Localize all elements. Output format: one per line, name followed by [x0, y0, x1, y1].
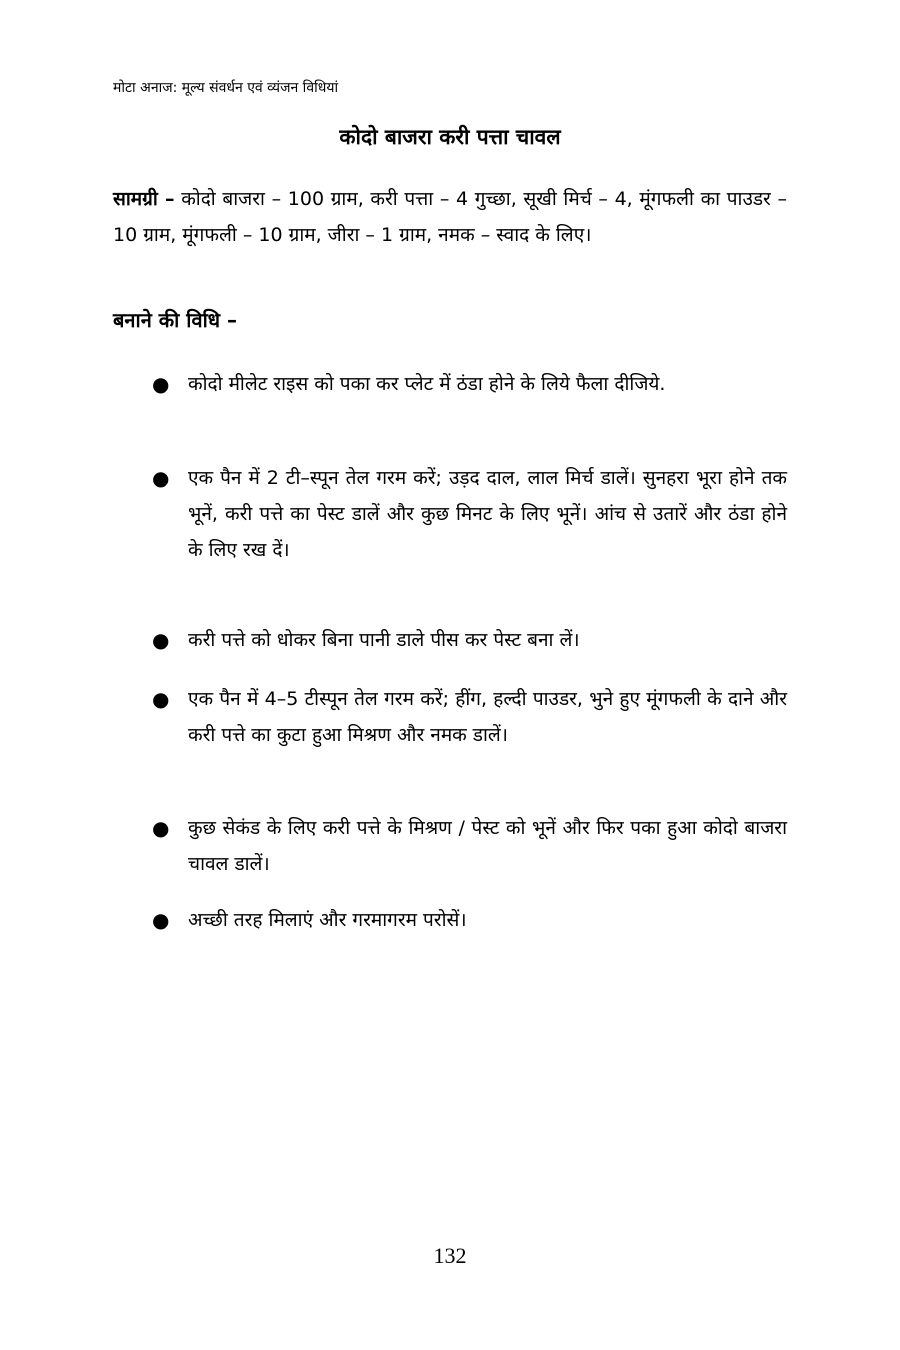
method-heading: बनाने की विधि –: [113, 308, 238, 332]
page-number: 132: [433, 1243, 467, 1268]
method-step-text: कुछ सेकंड के लिए करी पत्ते के मिश्रण / पेस्ट को भूनें और फिर पका हुआ कोदो बाजरा चावल डालें।: [188, 817, 787, 875]
method-step: [152, 681, 787, 753]
bullet-icon: ●: [152, 372, 170, 396]
bullet-icon: ●: [152, 687, 170, 711]
method-step-text: कोदो मीलेट राइस को पका कर प्लेट में ठंडा होने के लिये फैला दीजिये.: [188, 373, 666, 395]
recipe-title: कोदो बाजरा करी पत्ता चावल: [339, 125, 561, 149]
method-step: [152, 366, 787, 402]
method-step-text: एक पैन में 2 टी–स्पून तेल गरम करें; उड़द दाल, लाल मिर्च डालें। सुनहरा भूरा होने तक भूनें, करी पत्ते का पेस्ट डालें और कुछ मिनट के लिए भूनें। आंच से उतारें और ठंडा होने के लिए रख दें।: [188, 467, 787, 561]
bullet-icon: ●: [152, 466, 170, 490]
ingredients-text: कोदो बाजरा – 100 ग्राम, करी पत्ता – 4 गुच्छा, सूखी मिर्च – 4, मूंगफली का पाउडर – 10 ग्राम, मूंगफली – 10 ग्राम, जीरा – 1 ग्राम, नमक – स्वाद के लिए।: [113, 188, 787, 246]
bullet-icon: ●: [152, 816, 170, 840]
ingredients-label: सामग्री –: [113, 188, 175, 210]
bullet-icon: ●: [152, 908, 170, 932]
method-step-text: करी पत्ते को धोकर बिना पानी डाले पीस कर पेस्ट बना लें।: [188, 629, 580, 651]
method-step: [152, 902, 787, 938]
running-header: मोटा अनाज: मूल्य संवर्धन एवं व्यंजन विधियां: [113, 80, 339, 96]
method-step-text: एक पैन में 4–5 टीस्पून तेल गरम करें; हींग, हल्दी पाउडर, भुने हुए मूंगफली के दाने और करी पत्ते का कुटा हुआ मिश्रण और नमक डालें।: [188, 688, 787, 746]
method-step-text: अच्छी तरह मिलाएं और गरमागरम परोसें।: [188, 909, 467, 931]
bullet-icon: ●: [152, 628, 170, 652]
method-step: [152, 810, 787, 882]
method-step: [152, 622, 787, 658]
method-step: [152, 460, 787, 568]
